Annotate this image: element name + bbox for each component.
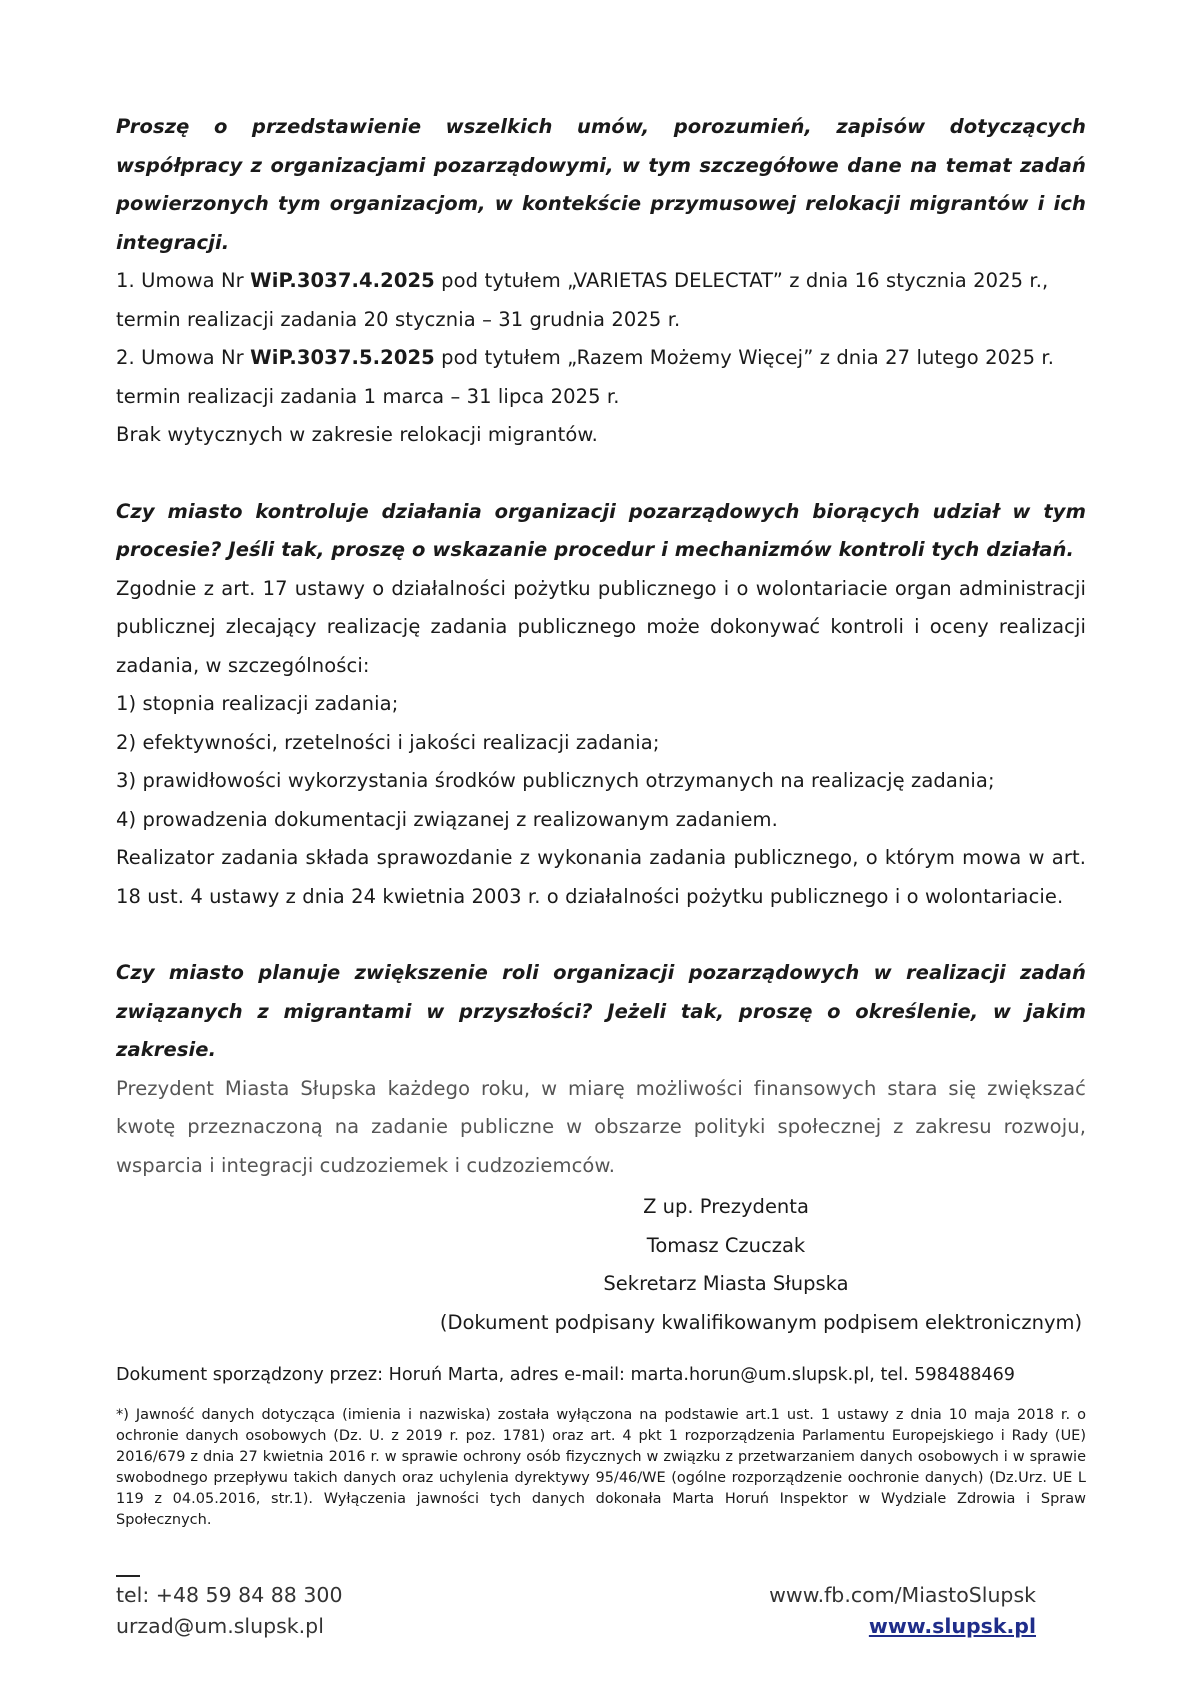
answer-2-list-item: 4) prowadzenia dokumentacji związanej z realizowanym zadaniem.: [116, 807, 778, 831]
item-1-rest: pod tytułem „VARIETAS DELECTAT” z dnia 16 stycznia 2025 r.,: [434, 269, 1049, 292]
item-1-prefix: 1. Umowa Nr: [116, 269, 251, 292]
item-2-rest: pod tytułem „Razem Możemy Więcej” z dnia 27 lutego 2025 r.: [434, 346, 1055, 369]
question-3: Czy miasto planuje zwiększenie roli organizacji pozarządowych w realizacji zadań związanych z migrantami w przyszłości? Jeżeli tak, proszę o określenie, w jakim zakresie.: [116, 961, 1086, 1061]
answer-1-note: Brak wytycznych w zakresie relokacji migrantów.: [116, 423, 598, 446]
answer-2-outro: Realizator zadania składa sprawozdanie z wykonania zadania publicznego, o którym mowa w art. 18 ust. 4 ustawy z dnia 24 kwietnia 2003 r. o działalności pożytku publicznego i o wolontariacie.: [116, 846, 1086, 908]
signature-line-1: Z up. Prezydenta: [643, 1195, 809, 1218]
footer-email[interactable]: urzad@um.slupsk.pl: [116, 1614, 324, 1638]
answer-2-intro: Zgodnie z art. 17 ustawy o działalności pożytku publicznego i o wolontariacie organ administracji publicznej zlecający realizację zadania publicznego może dokonywać kontroli i oceny realizacji zadania, w szczególności:: [116, 576, 1086, 677]
agreement-number-1: WiP.3037.4.2025: [250, 269, 435, 292]
answer-1-item-1-term: termin realizacji zadania 20 stycznia – 31 grudnia 2025 r.: [116, 307, 681, 331]
answer-2-list-item: 1) stopnia realizacji zadania;: [116, 692, 399, 715]
answer-3: Prezydent Miasta Słupska każdego roku, w miarę możliwości finansowych stara się zwiększać kwotę przeznaczoną na zadanie publiczne w obszarze polityki społecznej z zakresu rozwoju, wsparcia i integracji cudzoziemek i cudzoziemców.: [116, 1076, 1086, 1177]
answer-2-list-item: 2) efektywności, rzetelności i jakości realizacji zadania;: [116, 730, 660, 754]
footer-phone: tel: +48 59 84 88 300: [116, 1583, 343, 1607]
signature-title: Sekretarz Miasta Słupska: [603, 1272, 849, 1295]
document-body: [116, 108, 1086, 1185]
signature-note: (Dokument podpisany kwalifikowanym podpisem elektronicznym): [439, 1310, 1083, 1334]
answer-1-item-2: [116, 339, 1086, 378]
item-2-prefix: 2. Umowa Nr: [116, 346, 251, 369]
answer-1-item-1: [116, 262, 1086, 301]
signature-block: [116, 1188, 1086, 1342]
answer-2-list-item: 3) prawidłowości wykorzystania środków publicznych otrzymanych na realizację zadania;: [116, 769, 995, 792]
question-2: Czy miasto kontroluje działania organizacji pozarządowych biorących udział w tym procesie? Jeśli tak, proszę o wskazanie procedur i mechanizmów kontroli tych działań.: [116, 499, 1086, 561]
footer-divider: [116, 1575, 140, 1577]
footer-website-link[interactable]: www.slupsk.pl: [868, 1614, 1036, 1638]
answer-1-item-2-term: termin realizacji zadania 1 marca – 31 lipca 2025 r.: [116, 384, 620, 408]
agreement-number-2: WiP.3037.5.2025: [250, 346, 435, 369]
signature-name: Tomasz Czuczak: [646, 1233, 806, 1257]
footer-left: [116, 1580, 342, 1642]
question-1: Proszę o przedstawienie wszelkich umów, porozumień, zapisów dotyczących współpracy z organizacjami pozarządowymi, w tym szczegółowe dane na temat zadań powierzonych tym organizacjom, w kontekście przymusowej relokacji migrantów i ich integracji.: [116, 115, 1086, 254]
footer-facebook-link[interactable]: www.fb.com/MiastoSlupsk: [769, 1583, 1036, 1607]
privacy-footnote: *) Jawność danych dotycząca (imienia i nazwiska) została wyłączona na podstawie art.1 ust. 1 ustawy z dnia 10 maja 2018 r. o ochronie danych osobowych (Dz. U. z 2019 r. poz. 1781) oraz art. 4 pkt 1 rozporządzenia Parlamentu Europejskiego i Rady (UE) 2016/679 z dnia 27 kwietnia 2016 r. w sprawie ochrony osób fizycznych w związku z przetwarzaniem danych osobowych i w sprawie swobodnego przepływu takich danych oraz uchylenia dyrektywy 95/46/WE (ogólne rozporządzenie oochronie danych) (Dz.Urz. UE L 119 z 04.05.2016, str.1). Wyłączenia jawności tych danych dokonała Marta Horuń Inspektor w Wydziale Zdrowia i Spraw Społecznych.: [116, 1407, 1086, 1528]
document-author: Dokument sporządzony przez: Horuń Marta, adres e-mail: marta.horun@um.slupsk.pl, tel. 598488469: [116, 1365, 1015, 1385]
footer-right: [769, 1580, 1036, 1642]
